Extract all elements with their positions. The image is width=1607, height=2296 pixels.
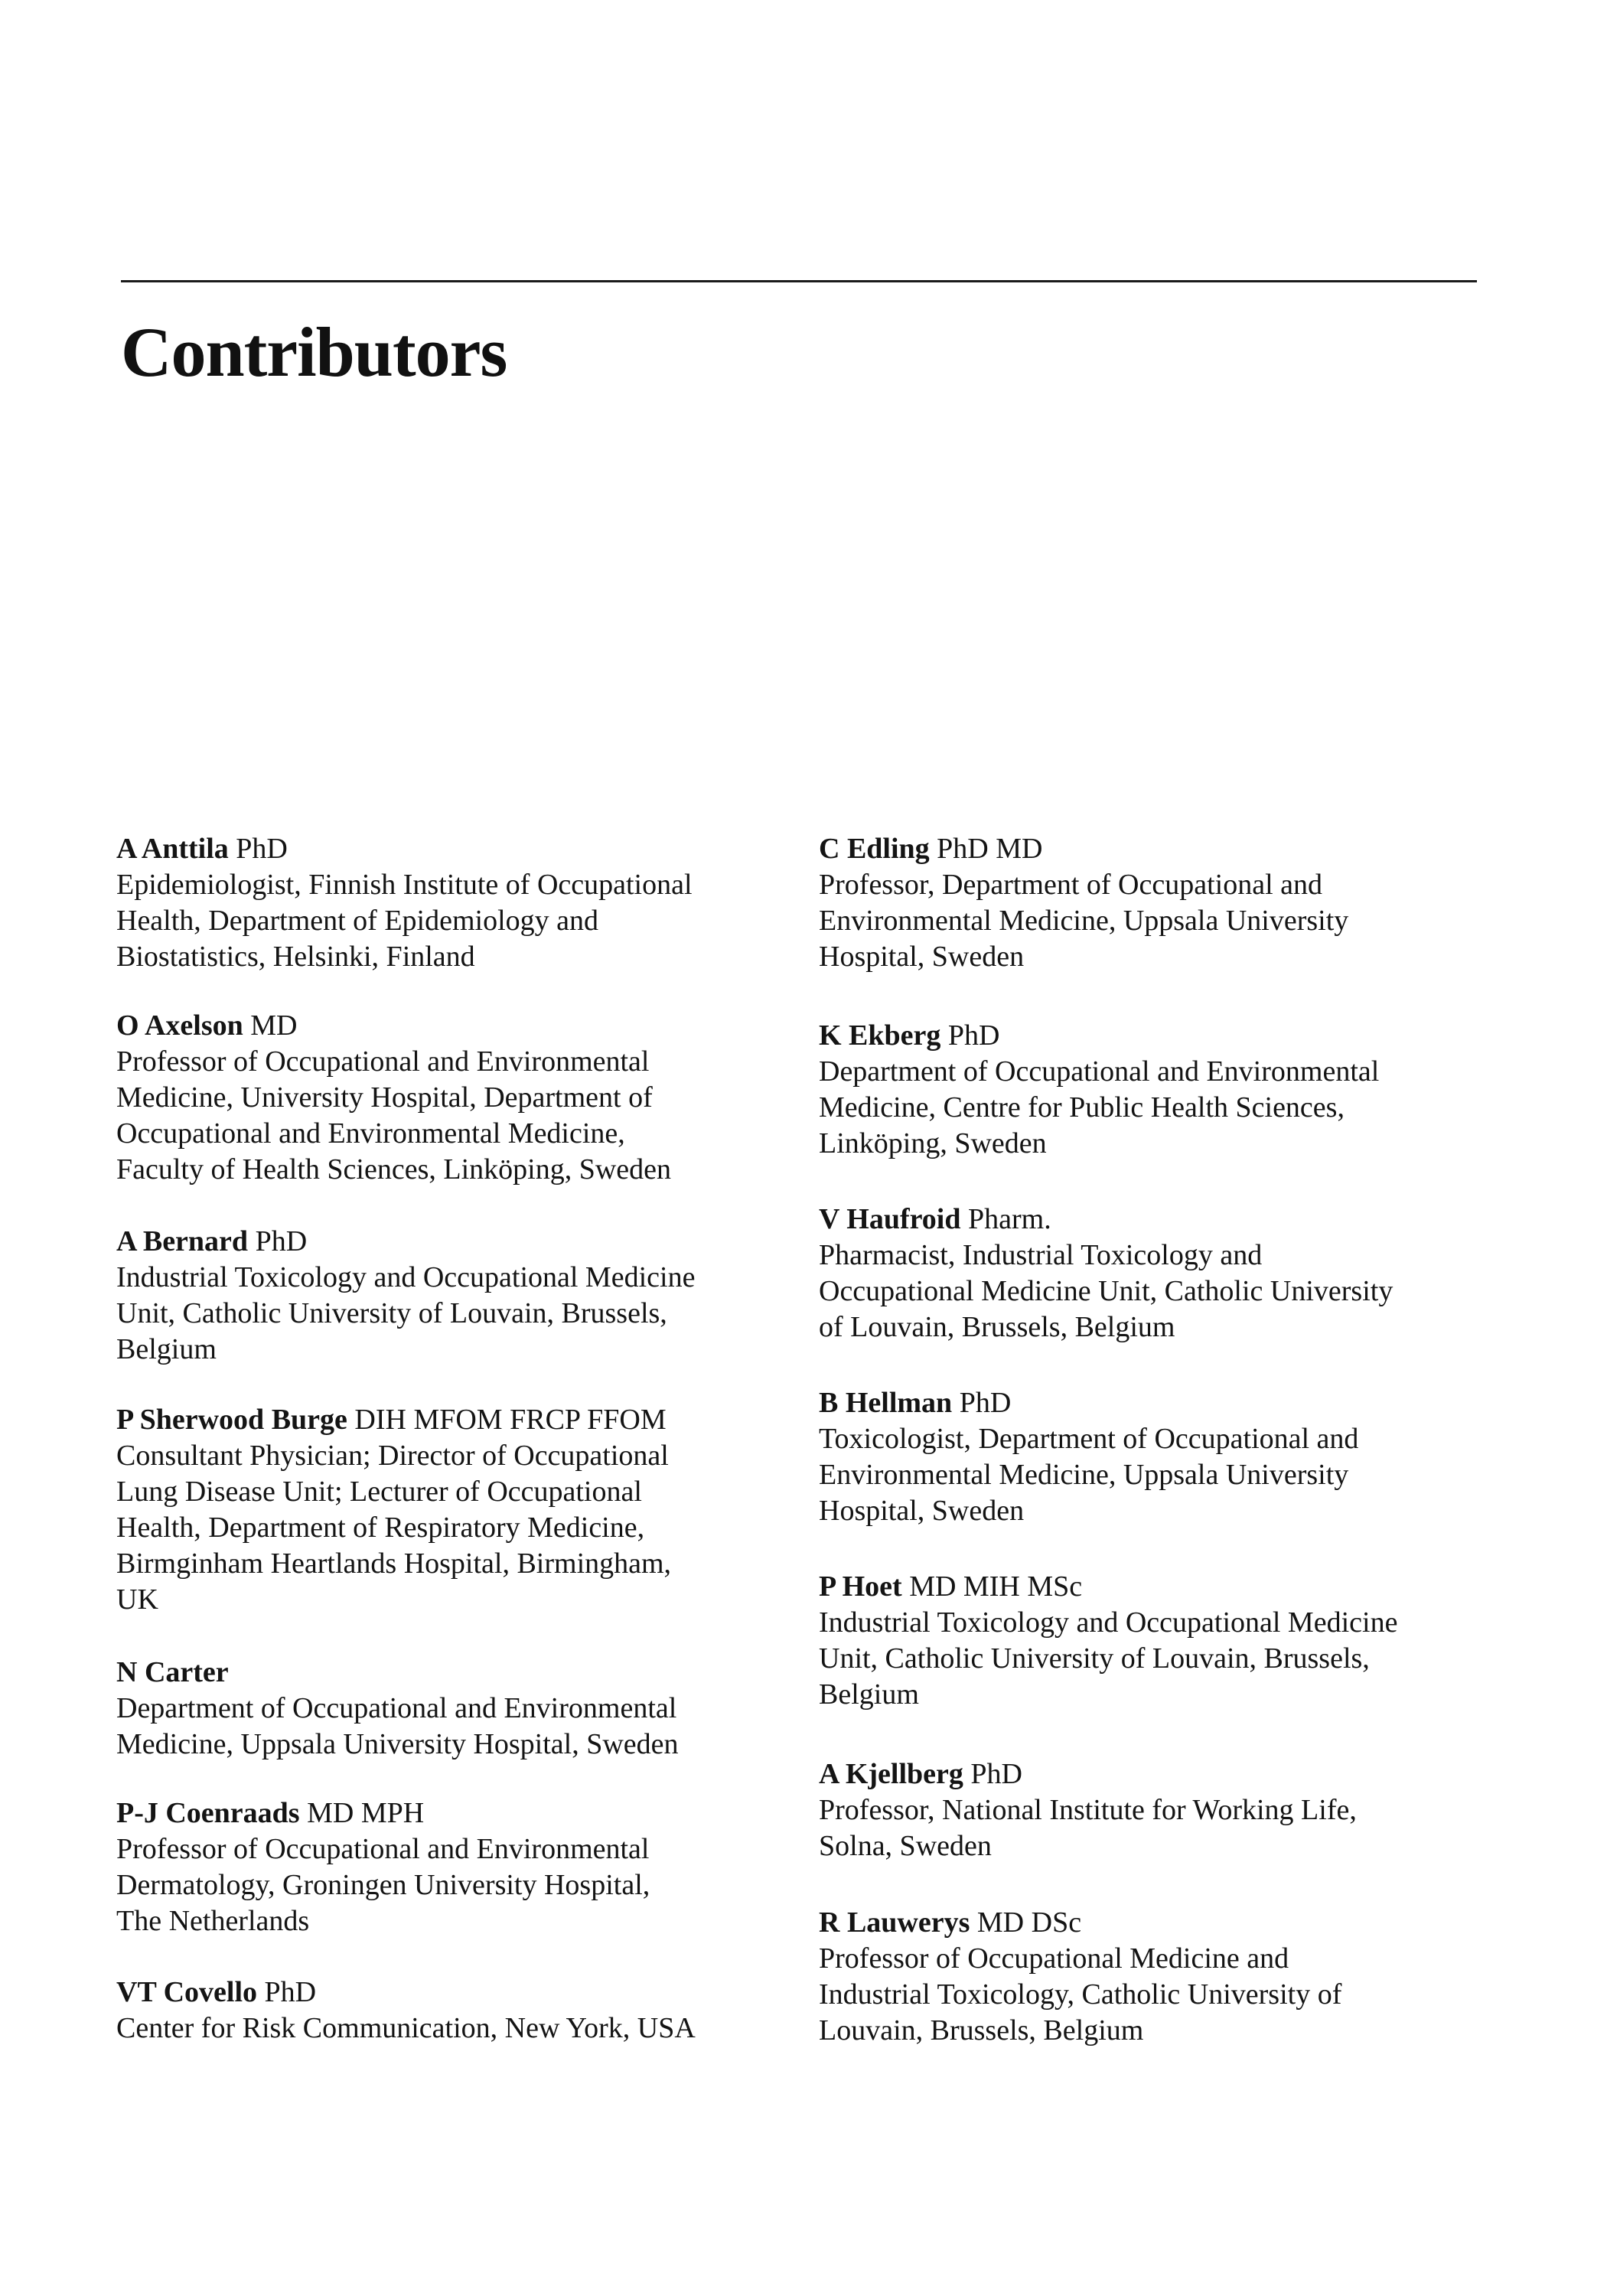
contributor-degrees: PhD [970, 1758, 1022, 1790]
contributor-affiliation: Industrial Toxicology and Occupational Medicine Unit, Catholic University of Louvain, Brussels, Belgium [819, 1606, 1398, 1711]
contributor-name: R Lauwerys [819, 1906, 970, 1939]
contributor-affiliation: Industrial Toxicology and Occupational Medicine Unit, Catholic University of Louvain, Brussels, Belgium [116, 1261, 696, 1365]
contributors-left-column [116, 831, 790, 2051]
contributor-entry [116, 1224, 790, 1402]
contributor-name: A Anttila [116, 833, 229, 865]
contributor-heading [116, 1402, 790, 1438]
contributor-degrees: Pharm. [967, 1203, 1051, 1235]
contributor-degrees: PhD [947, 1019, 1000, 1052]
contributor-entry [116, 1975, 790, 2051]
contributor-heading [116, 1224, 790, 1260]
contributor-heading [116, 831, 790, 867]
contributor-entry [116, 1795, 790, 1975]
contributor-name: P Sherwood Burge [116, 1404, 347, 1436]
contributor-name: N Carter [116, 1656, 229, 1688]
contributor-heading [819, 1018, 1492, 1054]
contributor-name: V Haufroid [819, 1203, 961, 1235]
contributor-affiliation: Professor of Occupational and Environmental Dermatology, Groningen University Hospital, The Netherlands [116, 1833, 650, 1937]
contributor-entry [116, 1655, 790, 1795]
page-title: Contributors [121, 313, 507, 391]
contributor-entry [819, 831, 1492, 1018]
contributor-name: C Edling [819, 833, 930, 865]
contributor-entry [116, 1008, 790, 1224]
contributor-entry [819, 1202, 1492, 1385]
contributor-affiliation: Professor, National Institute for Working Life, Solna, Sweden [819, 1794, 1357, 1862]
contributor-degrees: PhD [959, 1387, 1012, 1419]
contributor-affiliation: Consultant Physician; Director of Occupational Lung Disease Unit; Lecturer of Occupational Health, Department of Respiratory Medicine, Birmginham Heartlands Hospital, Birmingham, UK [116, 1440, 672, 1616]
contributor-heading [116, 1008, 790, 1044]
contributor-heading [819, 831, 1492, 867]
contributor-degrees: DIH MFOM FRCP FFOM [354, 1404, 667, 1436]
contributor-affiliation: Department of Occupational and Environmental Medicine, Uppsala University Hospital, Sweden [116, 1692, 679, 1760]
contributor-entry [819, 1569, 1492, 1756]
contributor-heading [819, 1202, 1492, 1238]
contributor-name: B Hellman [819, 1387, 953, 1419]
contributor-name: P-J Coenraads [116, 1797, 300, 1829]
contributor-name: A Bernard [116, 1225, 249, 1257]
contributor-heading [819, 1756, 1492, 1792]
contributor-name: K Ekberg [819, 1019, 941, 1052]
contributor-heading [116, 1795, 790, 1831]
contributor-degrees: PhD MD [937, 833, 1043, 865]
contributor-entry [819, 1018, 1492, 1202]
contributor-affiliation: Professor of Occupational Medicine and Industrial Toxicology, Catholic University of Louvain, Brussels, Belgium [819, 1942, 1342, 2047]
contributor-affiliation: Professor of Occupational and Environmental Medicine, University Hospital, Department of Occupational and Environmental Medicine, Faculty of Health Sciences, Linköping, Sweden [116, 1045, 672, 1186]
contributor-affiliation: Professor, Department of Occupational and Environmental Medicine, Uppsala University Hospital, Sweden [819, 869, 1349, 973]
contributor-degrees: MD DSc [976, 1906, 1082, 1939]
contributor-heading [819, 1905, 1492, 1941]
contributor-affiliation: Epidemiologist, Finnish Institute of Occupational Health, Department of Epidemiology and Biostatistics, Helsinki, Finland [116, 869, 693, 973]
contributor-affiliation: Toxicologist, Department of Occupational and Environmental Medicine, Uppsala University Hospital, Sweden [819, 1423, 1359, 1527]
contributor-entry [116, 1402, 790, 1655]
contributors-right-column [819, 831, 1492, 2050]
title-rule [121, 280, 1477, 282]
contributor-affiliation: Center for Risk Communication, New York, USA [116, 2012, 696, 2044]
contributor-entry [819, 1385, 1492, 1569]
contributor-affiliation: Department of Occupational and Environmental Medicine, Centre for Public Health Sciences, Linköping, Sweden [819, 1055, 1380, 1159]
contributor-heading [116, 1975, 790, 2011]
contributor-name: P Hoet [819, 1570, 902, 1603]
contributor-heading [116, 1655, 790, 1691]
contributor-degrees: PhD [255, 1225, 308, 1257]
contributor-degrees: MD MIH MSc [909, 1570, 1083, 1603]
contributor-affiliation: Pharmacist, Industrial Toxicology and Occupational Medicine Unit, Catholic University of Louvain, Brussels, Belgium [819, 1239, 1393, 1343]
contributor-degrees: PhD [236, 833, 288, 865]
contributor-name: VT Covello [116, 1976, 258, 2008]
contributor-entry [116, 831, 790, 1008]
contributor-degrees: MD [250, 1009, 298, 1042]
contributor-degrees: MD MPH [307, 1797, 425, 1829]
contributor-heading [819, 1385, 1492, 1421]
contributor-entry [819, 1905, 1492, 2050]
contributor-name: O Axelson [116, 1009, 243, 1042]
contributor-degrees: PhD [264, 1976, 317, 2008]
contributor-entry [819, 1756, 1492, 1905]
contributor-heading [819, 1569, 1492, 1605]
contributor-name: A Kjellberg [819, 1758, 963, 1790]
